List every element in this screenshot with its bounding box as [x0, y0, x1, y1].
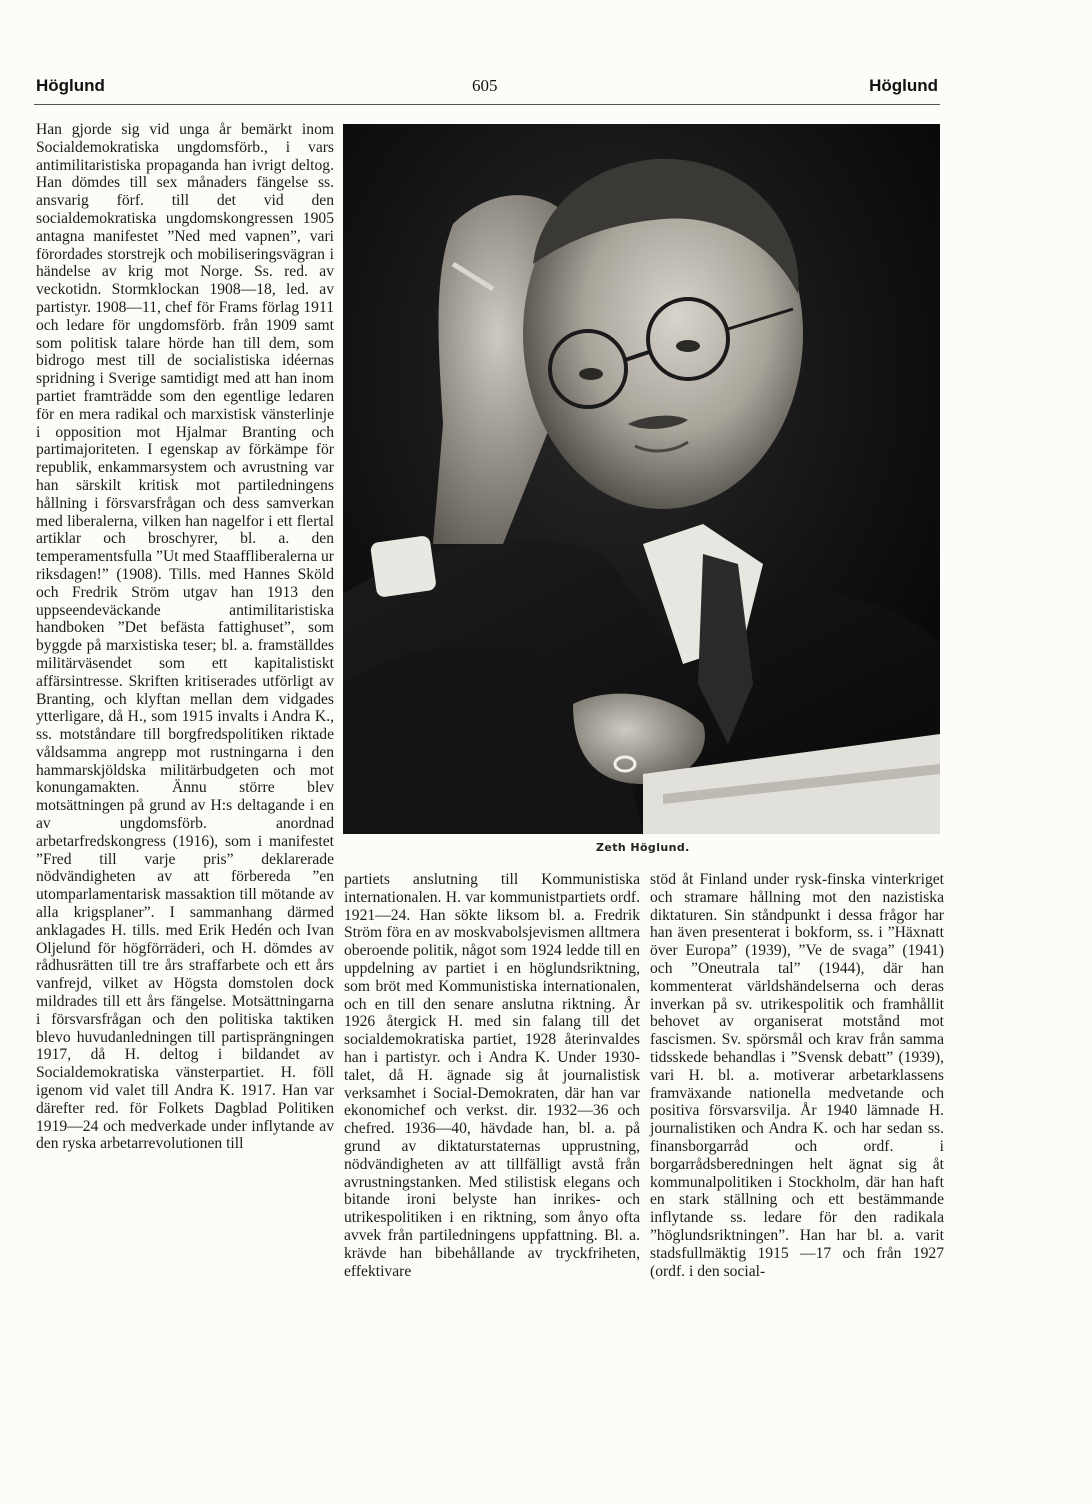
portrait-image — [343, 124, 940, 834]
portrait-photo — [343, 124, 940, 834]
photo-caption: Zeth Höglund. — [596, 841, 690, 854]
paragraph: Han gjorde sig vid unga år bemärkt inom Socialdemokratiska ungdomsförb., i vars antimilitaristiska propaganda han ivrigt deltog. Han dömdes till sex månaders fängelse ss. ansvarig förf. till det vid den socialdemokratiska ungdomskongressen 1905 antagna manifestet ”Ned med vapnen”, vari förordades storstrejk och mobiliseringsvägran i händelse av krig mot Norge. Ss. red. av veckotidn. Stormklockan 1908—18, led. av partistyr. 1908—11, chef för Frams förlag 1911 och ledare för ungdomsförb. från 1909 samt som politisk talare hörde han till dem, som bidrogo mest till de socialistiska idéernas spridning i Sverige samtidigt med att han inom partiet framträdde som den egentlige ledaren för en mera radikal och marxistisk vänsterlinje i opposition mot Hjalmar Branting och partimajoriteten. I egenskap av förkämpe för republik, enkammarsystem och avrustning var han särskilt kritisk mot partiledningens hållning i försvarsfrågan och dess samverkan med liberalerna, vilken han nagelfor i ett flertal artiklar och broschyrer, bl. a. den temperamentsfulla ”Ut med Staaffliberalerna ur riksdagen!” (1908). Tills. med Hannes Sköld och Fredrik Ström utgav han 1913 den uppseendeväckande antimilitaristiska handboken ”Det befästa fattighuset”, som byggde på marxistiska teser; bl. a. framställdes militärväsendet som ett kapitalistiskt affärsintresse. Skriften kritiserades utförligt av Branting, och klyftan mellan dem vidgades ytterligare, då H., som 1915 invalts i Andra K., ss. motståndare till borgfredspolitiken riktade våldsamma angrepp mot rustningarna i den hammarskjöldska militärbudgeten och mot konungamakten. Ännu större blev motsättningen på grund av H:s deltagande i en av ungdomsförb. anordnad arbetarfredskongress (1916), som i manifestet ”Fred till varje pris” deklarerade nödvändigheten av att förbereda ”en utomparlamentarisk massaktion till mötande av alla krigsplaner”. I sammanhang därmed anklagades H. tills. med Erik Hedén och Ivan Oljelund för högförräderi, och H. dömdes av rådhusrätten till tre års straffarbete och ett års vanfrejd, vilket av Högsta domstolen dock mildrades till ett års fängelse. Motsättningarna i försvarsfrågan och den politiska taktiken blevo huvudanledningen till partisprängningen 1917, då H. deltog i bildandet av Socialdemokratiska vänsterpartiet. H. föll igenom vid valet till Andra K. 1917. Han var därefter red. för Folkets Dagblad Politiken 1919—24 och medverkade under inflytande av den ryska arbetarrevolutionen till — [36, 121, 334, 1153]
text-column-left — [36, 121, 334, 1153]
paragraph: stöd åt Finland under rysk-finska vinterkriget och stramare hållning mot den nazistiska diktaturen. Sin ståndpunkt i dessa frågor har han även presenterat i bokform, ss. i ”Häxnatt över Europa” (1939), ”Ve de svaga” (1941) och ”Oneutrala tal” (1944), där han kommenterat världshändelserna och deras inverkan på sv. utrikespolitik och framhållit behovet av organiserat motstånd mot fascismen. Sv. spörsmål och krav från samma tidsskede behandlas i ”Svensk debatt” (1939), vari H. bl. a. motiverar arbetarklassens framväxande nationella medvetande och positiva försvarsvilja. År 1940 lämnade H. journalistiken och Andra K. och har sedan ss. finansborgarråd och ordf. i borgarrådsberedningen helt ägnat sig åt kommunalpolitiken i Stockholm, där han haft en stark ställning och ett bestämmande inflytande ss. ledare för den radikala ”höglundsriktningen”. Han har bl. a. varit stadsfullmäktig 1915 —17 och från 1927 (ordf. i den social- — [650, 871, 944, 1280]
running-head-right: Höglund — [869, 76, 938, 95]
paragraph: partiets anslutning till Kommunistiska internationalen. H. var kommunistpartiets ordf. 1921—24. Han sökte liksom bl. a. Fredrik Ström föra en av moskvabolsjevismen alltmera oberoende politik, något som 1924 ledde till en uppdelning av partiet i en höglundsriktning, som bröt med Kommunistiska internationalen, och en till den senare anslutna riktning. År 1926 återgick H. med sin falang till det socialdemokratiska partiet, 1928 återinvaldes han i partistyr. och i Andra K. Under 1930-talet, då H. ägnade sig åt journalistisk verksamhet i Social-Demokraten, där han var ekonomichef och verkst. dir. 1932—36 och chefred. 1936—40, hävdade han, bl. a. på grund av diktaturstaternas upprustning, nödvändigheten av att tillfälligt avstå från avrustningstanken. Med stilistisk elegans och bitande ironi belyste han inrikes- och utrikespolitiken i en riktning, som ånyo ofta avvek från partiledningens uppfattning. Bl. a. krävde han bibehållande av tryckfriheten, effektivare — [344, 871, 640, 1280]
text-column-middle — [344, 871, 640, 1280]
header-rule — [34, 104, 940, 105]
text-column-right — [650, 871, 944, 1280]
running-head-left: Höglund — [36, 76, 105, 95]
page-number: 605 — [472, 76, 498, 95]
